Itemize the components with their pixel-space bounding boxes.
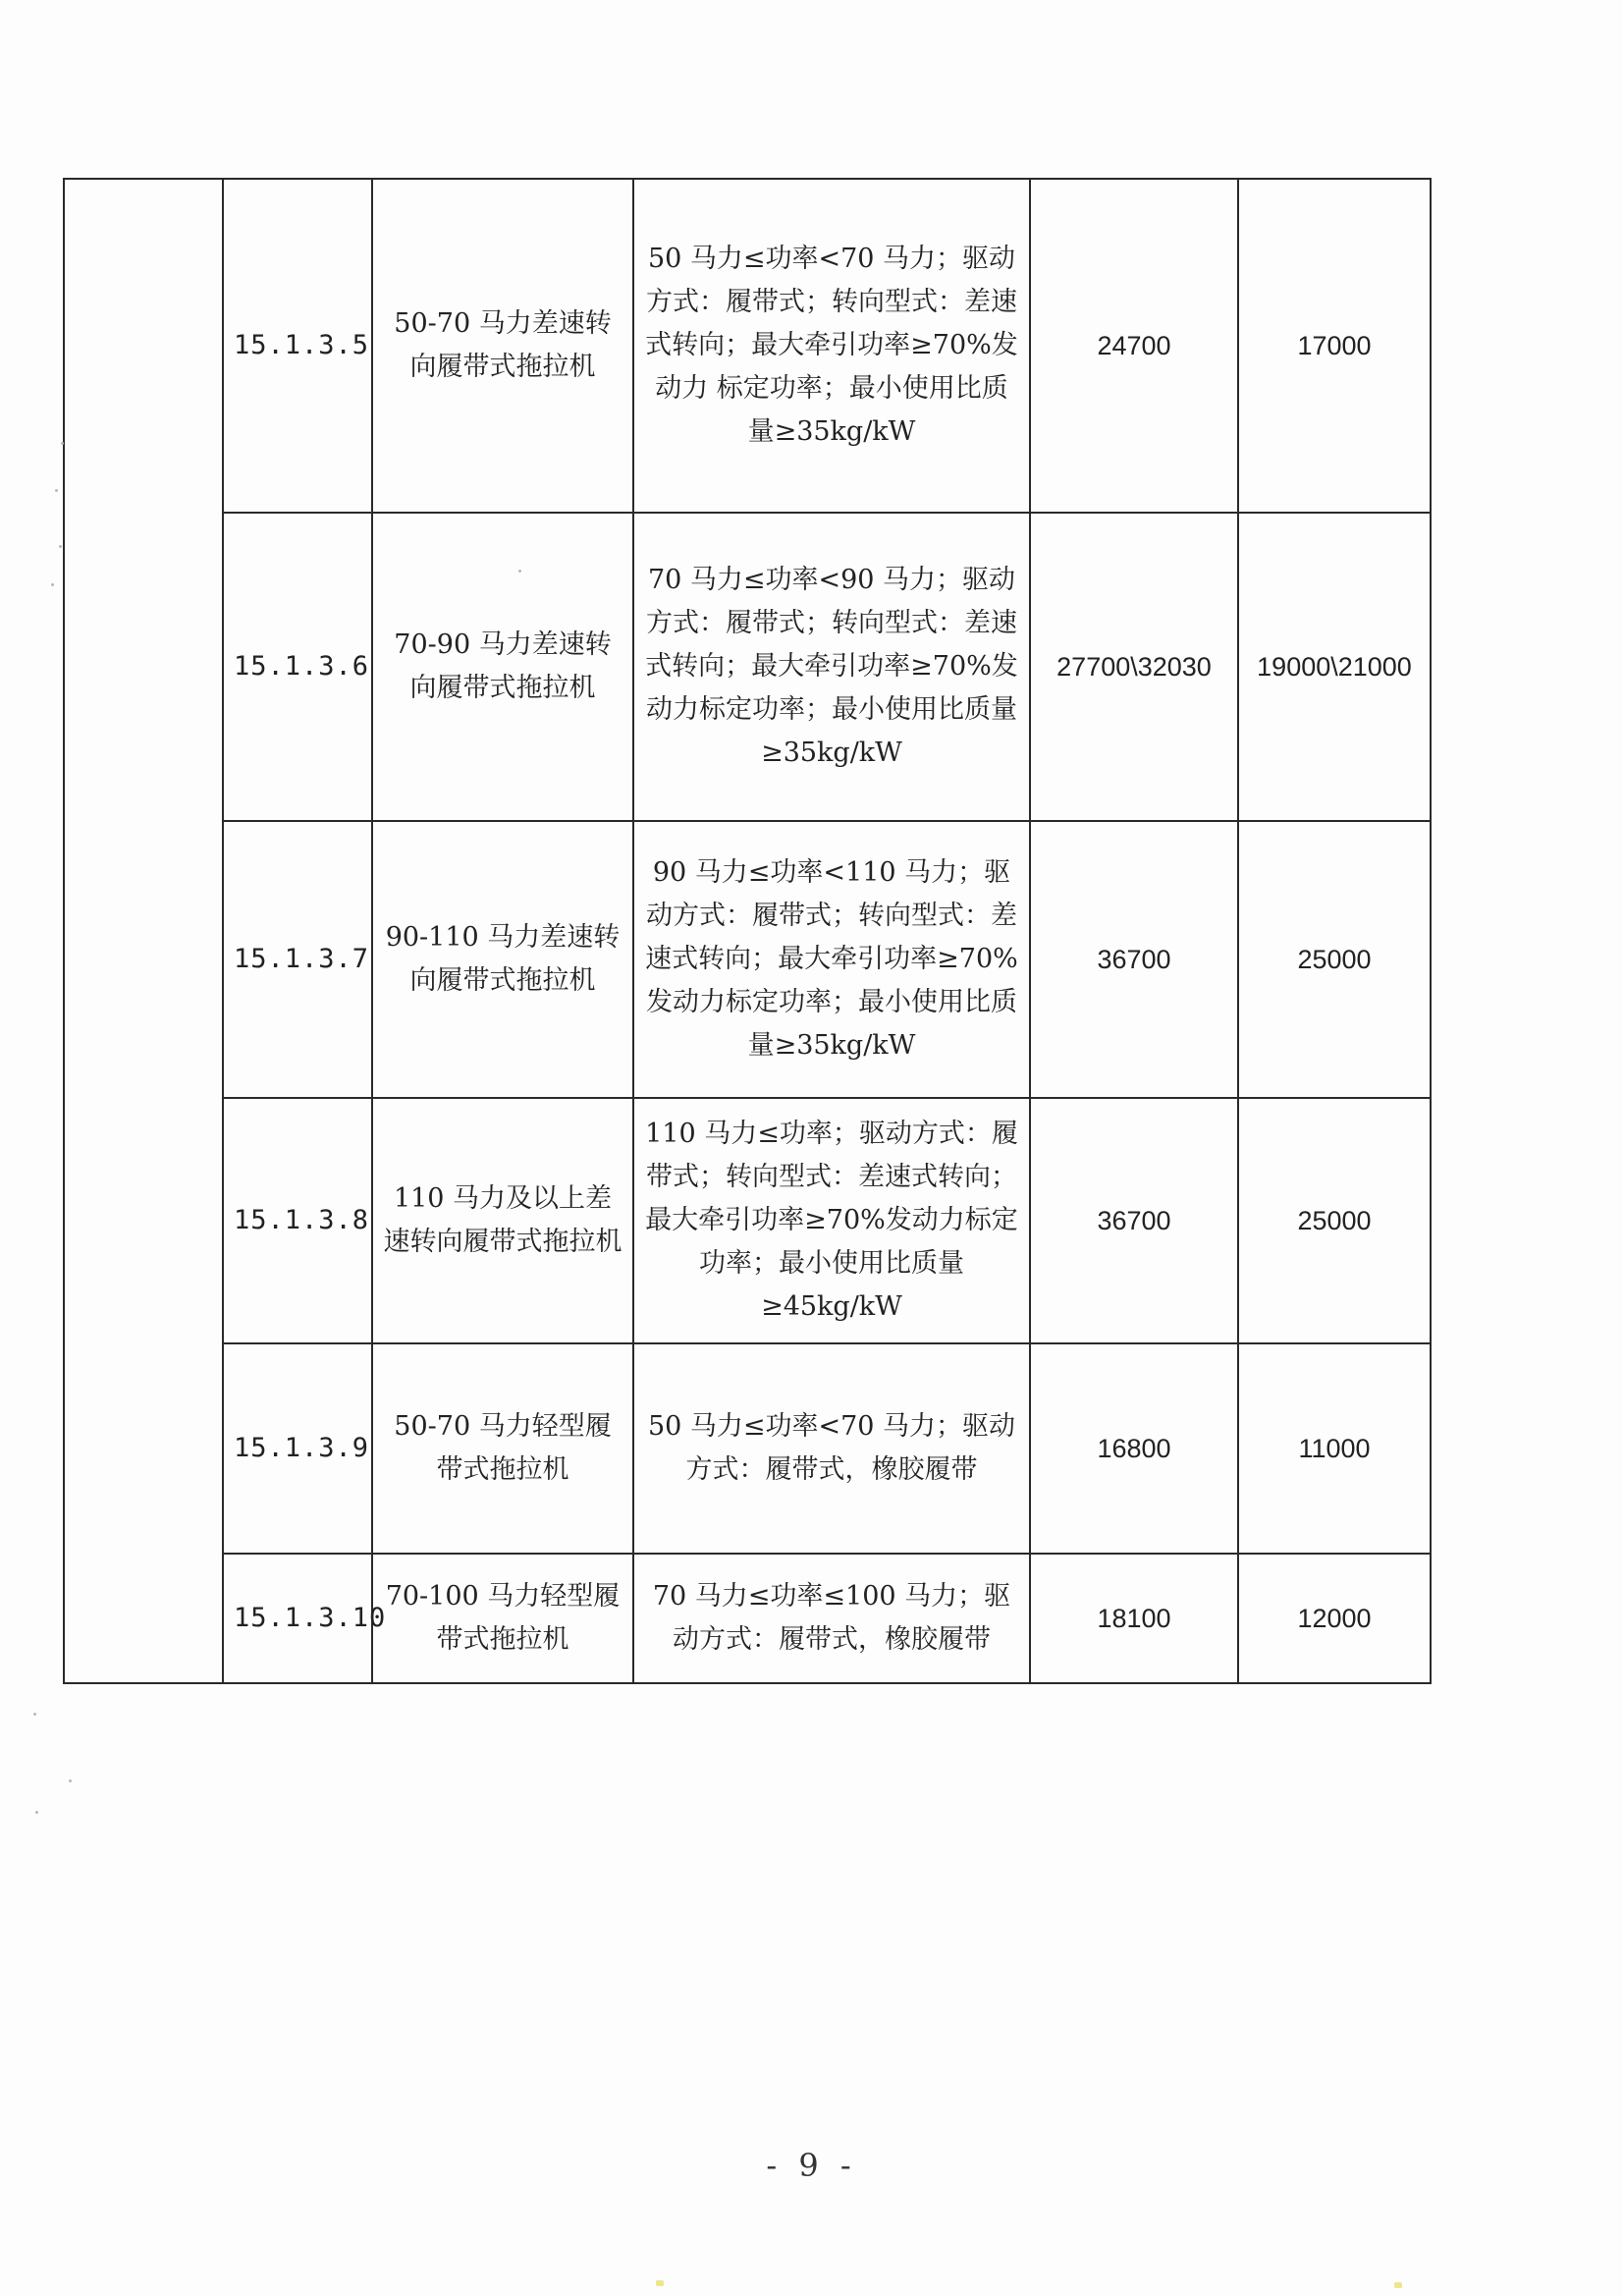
item-spec: 70 马力≤功率≤100 马力；驱动方式：履带式，橡胶履带 — [633, 1554, 1030, 1683]
subsidy-table — [63, 178, 1432, 1684]
table-row — [64, 1343, 1431, 1554]
item-subsidy: 25000 — [1238, 1098, 1431, 1343]
category-cell — [64, 179, 223, 1683]
item-spec: 110 马力≤功率；驱动方式：履带式；转向型式：差速式转向；最大牵引功率≥70%发动力标定功率；最小使用比质量≥45kg/kW — [633, 1098, 1030, 1343]
item-code: 15.1.3.10 — [223, 1554, 372, 1683]
item-price: 27700\32030 — [1030, 513, 1238, 821]
item-name: 50-70 马力差速转向履带式拖拉机 — [372, 179, 633, 513]
item-spec: 50 马力≤功率<70 马力；驱动方式：履带式，橡胶履带 — [633, 1343, 1030, 1554]
item-name: 90-110 马力差速转向履带式拖拉机 — [372, 821, 633, 1098]
scan-mark — [656, 2280, 664, 2286]
scan-speck — [33, 1713, 36, 1716]
item-code: 15.1.3.7 — [223, 821, 372, 1098]
item-price: 36700 — [1030, 821, 1238, 1098]
page-number: - 9 - — [766, 2147, 857, 2184]
table-row — [64, 513, 1431, 821]
item-price: 18100 — [1030, 1554, 1238, 1683]
table-row — [64, 1098, 1431, 1343]
item-price: 36700 — [1030, 1098, 1238, 1343]
item-code: 15.1.3.8 — [223, 1098, 372, 1343]
item-subsidy: 19000\21000 — [1238, 513, 1431, 821]
table-row — [64, 179, 1431, 513]
item-spec: 90 马力≤功率<110 马力；驱动方式：履带式；转向型式：差速式转向；最大牵引功率≥70%发动力标定功率；最小使用比质量≥35kg/kW — [633, 821, 1030, 1098]
item-code: 15.1.3.9 — [223, 1343, 372, 1554]
item-name: 110 马力及以上差速转向履带式拖拉机 — [372, 1098, 633, 1343]
scan-speck — [55, 489, 58, 492]
scan-mark — [1394, 2282, 1402, 2288]
scan-speck — [61, 442, 64, 445]
item-price: 24700 — [1030, 179, 1238, 513]
item-name: 70-100 马力轻型履带式拖拉机 — [372, 1554, 633, 1683]
item-price: 16800 — [1030, 1343, 1238, 1554]
item-code: 15.1.3.5 — [223, 179, 372, 513]
item-spec: 70 马力≤功率<90 马力；驱动方式：履带式；转向型式：差速式转向；最大牵引功率≥70%发动力标定功率；最小使用比质量≥35kg/kW — [633, 513, 1030, 821]
item-subsidy: 25000 — [1238, 821, 1431, 1098]
item-name: 70-90 马力差速转向履带式拖拉机 — [372, 513, 633, 821]
scan-speck — [59, 545, 62, 548]
item-subsidy: 17000 — [1238, 179, 1431, 513]
scan-speck — [518, 570, 521, 573]
table-row — [64, 821, 1431, 1098]
scan-speck — [51, 583, 54, 586]
item-code: 15.1.3.6 — [223, 513, 372, 821]
scan-speck — [35, 1811, 38, 1814]
item-spec: 50 马力≤功率<70 马力；驱动方式：履带式；转向型式：差速式转向；最大牵引功率≥70%发动力 标定功率；最小使用比质量≥35kg/kW — [633, 179, 1030, 513]
item-name: 50-70 马力轻型履带式拖拉机 — [372, 1343, 633, 1554]
item-subsidy: 11000 — [1238, 1343, 1431, 1554]
table-row — [64, 1554, 1431, 1683]
item-subsidy: 12000 — [1238, 1554, 1431, 1683]
scan-speck — [69, 1779, 72, 1782]
